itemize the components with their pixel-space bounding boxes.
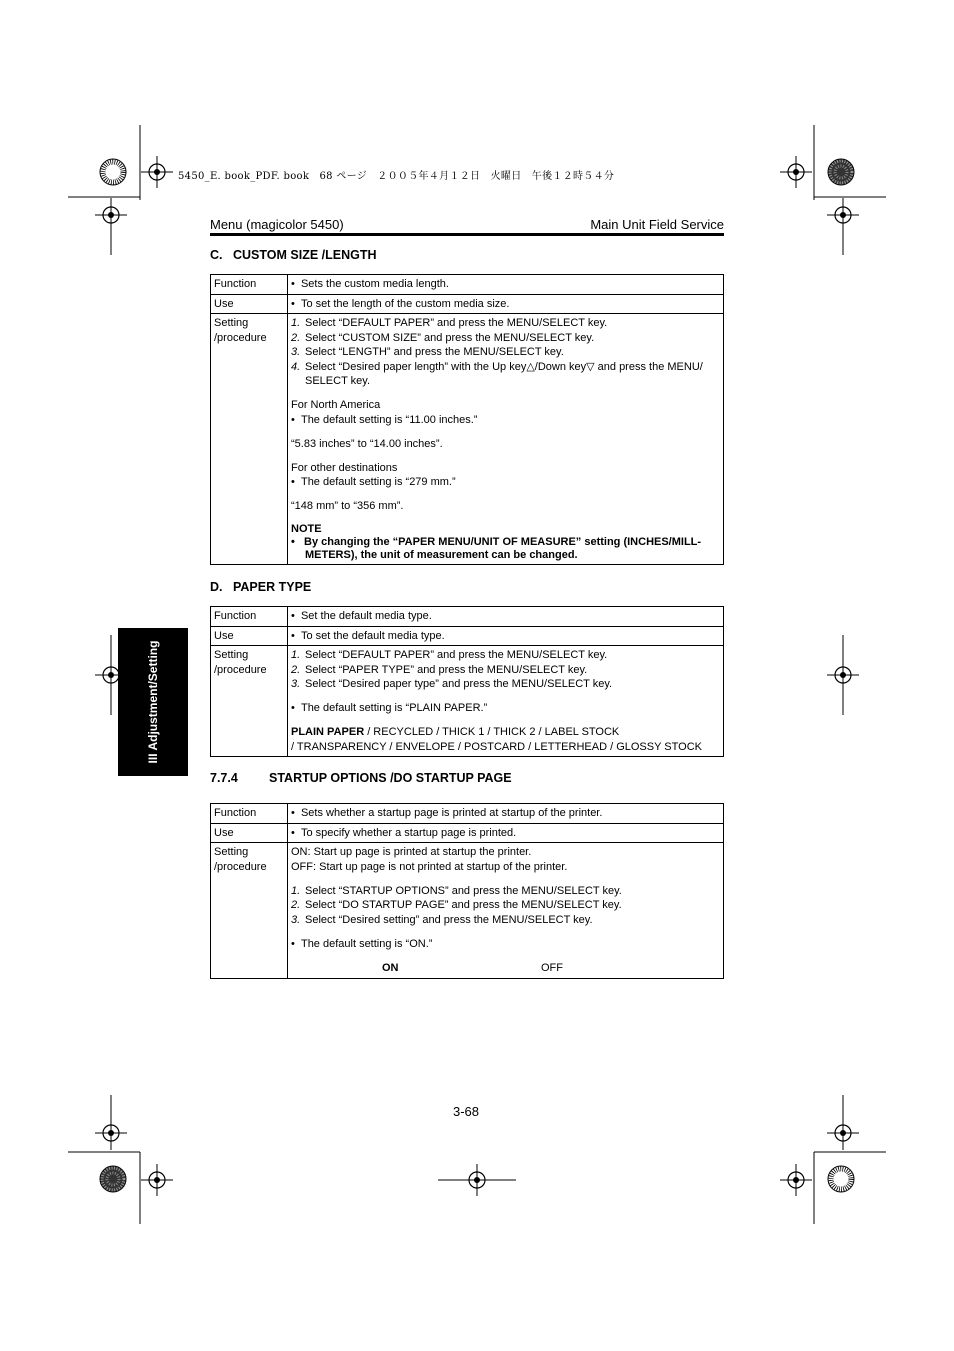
other-title: For other destinations (291, 461, 398, 474)
use-label: Use (211, 626, 288, 646)
section-774-heading (210, 771, 512, 785)
section-c-number: C. (210, 248, 223, 262)
page-number: 3-68 (453, 1104, 480, 1119)
off-description: OFF: Start up page is not printed at startup of the printer. (291, 860, 568, 873)
setting-label: Setting /procedure (211, 314, 288, 565)
use-cell: • To set the default media type. (288, 626, 724, 646)
section-c-table (210, 274, 724, 565)
na-title: For North America (291, 399, 381, 411)
use-cell: • To set the length of the custom media size. (288, 294, 724, 314)
table-row (211, 607, 724, 627)
paper-type-options-2: / TRANSPARENCY / ENVELOPE / POSTCARD / LETTERHEAD / GLOSSY STOCK (291, 740, 702, 753)
procedure-list (291, 884, 720, 928)
function-label: Function (211, 804, 288, 824)
note-title: NOTE (291, 523, 322, 535)
list-item: 3. Select “Desired setting” and press the MENU/SELECT key. (291, 913, 593, 926)
list-item: 3. Select “Desired paper type” and press the MENU/SELECT key. (291, 678, 613, 690)
header-right: Main Unit Field Service (590, 217, 724, 232)
note-text: By changing the “PAPER MENU/UNIT OF MEASURE” setting (INCHES/MILL- METERS), the unit of measurement can be changed. (304, 536, 702, 561)
other-default: The default setting is “279 mm.” (300, 476, 456, 488)
table-row (211, 275, 724, 295)
default-setting: The default setting is “ON.” (300, 937, 433, 950)
paper-type-options: PLAIN PAPER / RECYCLED / THICK 1 / THICK 2 / LABEL STOCK (291, 726, 620, 738)
function-label: Function (211, 607, 288, 627)
setting-cell: 1. Select “DEFAULT PAPER” and press the MENU/SELECT key. 2. Select “PAPER TYPE” and press the MENU/SELECT key. 3. Select “Desired paper type” and press the MENU/SELECT key. • The default setting is “PLAIN PAPER.” PLAIN PAPER / RECYCLED / THICK 1 / THICK 2 / LABEL STOCK / TRANSPARENCY / ENVELOPE / POSTCARD / LETTERHEAD / GLOSSY STOCK (288, 646, 724, 757)
section-d-title: PAPER TYPE (233, 580, 312, 594)
section-d-number: D. (210, 580, 223, 594)
use-label: Use (211, 823, 288, 843)
list-item: 4. Select “Desired paper length” with the Up key△/Down key▽ and press the MENU/ SELECT key. (291, 360, 703, 387)
na-default: The default setting is “11.00 inches.” (300, 413, 478, 426)
section-774-table (210, 803, 724, 979)
setting-cell: 1. Select “DEFAULT PAPER” and press the MENU/SELECT key. 2. Select “CUSTOM SIZE” and press the MENU/SELECT key. 3. Select “LENGTH” and press the MENU/SELECT key. 4. Select “Desired paper length” with the Up key△/Down key▽ and press the MENU/ SELECT key. For North America • The default setting is “11.00 inches.” “5.83 inches” to “14.00 inches”. For other destinations • The default setting is “279 mm.” “148 mm” to “356 mm”. NOTE • By changing the “PAPER MENU/UNIT OF MEASURE” setting (INCHES/MILL- METERS), the unit of measurement can be changed. (288, 314, 724, 565)
table-row (211, 626, 724, 646)
print-header: 5450_E. book_PDF. book 68 ページ ２００５年４月１２日 火曜日 午後１２時５４分 (178, 171, 615, 182)
section-774-number: 7.7.4 (210, 771, 238, 785)
side-tab (118, 628, 188, 776)
section-c-heading (210, 248, 377, 262)
use-label: Use (211, 294, 288, 314)
default-setting: The default setting is “PLAIN PAPER.” (300, 702, 488, 714)
side-tab-label: III Adjustment/Setting (146, 640, 160, 764)
setting-cell: ON: Start up page is printed at startup the printer. OFF: Start up page is not printed at startup of the printer. 1. Select “STARTUP OPTIONS” and press the MENU/SELECT key. 2. Select “DO STARTUP PAGE” and press the MENU/SELECT key. 3. Select “Desired setting” and press the MENU/SELECT key. • The default setting is “ON.” ON OFF (288, 843, 724, 979)
list-item: 3. Select “LENGTH” and press the MENU/SELECT key. (291, 346, 564, 358)
header-left: Menu (magicolor 5450) (210, 217, 344, 232)
function-cell: • Sets whether a startup page is printed at startup of the printer. (288, 804, 724, 824)
table-row (211, 823, 724, 843)
setting-label: Setting /procedure (211, 843, 288, 979)
procedure-list (291, 316, 720, 389)
on-off-options (291, 961, 720, 976)
use-text: To set the default media type. (300, 629, 445, 642)
option-off: OFF (541, 961, 563, 974)
function-text: Sets whether a startup page is printed at startup of the printer. (300, 807, 603, 819)
other-range: “148 mm” to “356 mm”. (291, 500, 404, 512)
function-text: Sets the custom media length. (300, 278, 449, 290)
section-774-title: STARTUP OPTIONS /DO STARTUP PAGE (269, 771, 512, 785)
setting-label: Setting /procedure (211, 646, 288, 757)
table-row (211, 843, 724, 979)
list-item: 2. Select “PAPER TYPE” and press the MENU/SELECT key. (291, 663, 588, 676)
option-on: ON (382, 961, 399, 974)
table-row (211, 646, 724, 757)
table-row (211, 804, 724, 824)
table-row (211, 294, 724, 314)
list-item: 1. Select “DEFAULT PAPER” and press the MENU/SELECT key. (291, 317, 608, 329)
na-range: “5.83 inches” to “14.00 inches”. (291, 437, 443, 450)
use-text: To set the length of the custom media size. (300, 297, 510, 310)
on-description: ON: Start up page is printed at startup the printer. (291, 846, 532, 858)
use-text: To specify whether a startup page is printed. (300, 826, 517, 839)
function-label: Function (211, 275, 288, 295)
list-item: 1. Select “DEFAULT PAPER” and press the MENU/SELECT key. (291, 649, 608, 661)
table-row (211, 314, 724, 565)
procedure-list (291, 648, 720, 692)
function-cell: • Sets the custom media length. (288, 275, 724, 295)
list-item: 2. Select “CUSTOM SIZE” and press the MENU/SELECT key. (291, 331, 595, 344)
function-text: Set the default media type. (300, 610, 432, 622)
list-item: 1. Select “STARTUP OPTIONS” and press the MENU/SELECT key. (291, 884, 622, 897)
use-cell: • To specify whether a startup page is printed. (288, 823, 724, 843)
list-item: 2. Select “DO STARTUP PAGE” and press the MENU/SELECT key. (291, 899, 622, 911)
section-d-table (210, 606, 724, 757)
section-c-title: CUSTOM SIZE /LENGTH (233, 248, 377, 262)
header-rule (210, 233, 724, 236)
section-d-heading (210, 580, 311, 594)
function-cell: • Set the default media type. (288, 607, 724, 627)
